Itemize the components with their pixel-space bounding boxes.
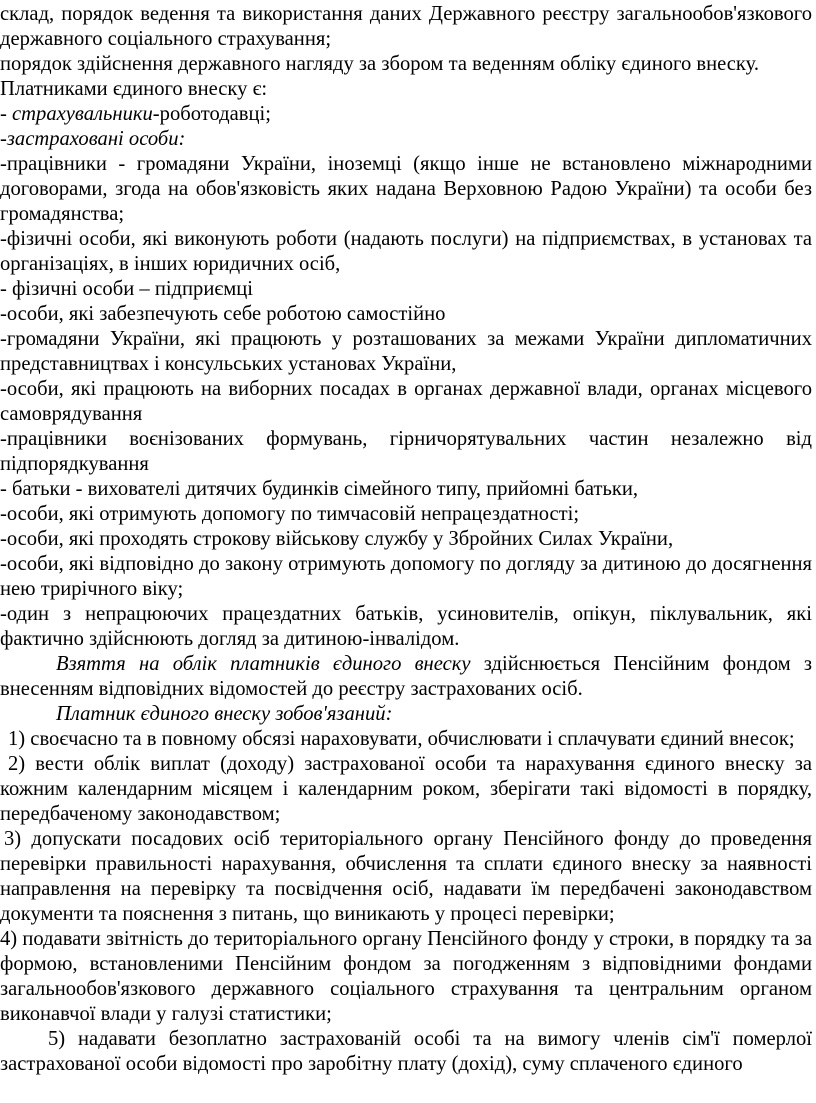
list-item-sick-leave: -особи, які отримують допомогу по тимчасовій непрацездатності; bbox=[0, 503, 580, 525]
dash: - bbox=[0, 128, 7, 150]
list-item-elected: -особи, які працюють на виборних посадах в органах державної влади, органах місцевого самоврядування bbox=[0, 378, 812, 425]
list-item-self-employed: -особи, які забезпечують себе роботою самостійно bbox=[0, 303, 446, 325]
obligation-1: 1) своєчасно та в повному обсязі нараховувати, обчислювати і сплачувати єдиний внесок; bbox=[8, 728, 795, 750]
list-item-disabled-child-care: -один з непрацюючих працездатних батьків, усиновителів, опікун, піклувальник, які фактично здійснюють догляд за дитиною-інвалідом. bbox=[0, 603, 812, 650]
term-insured: застраховані особи: bbox=[6, 128, 186, 150]
list-item-military: -особи, які проходять строкову військову службу у Збройних Силах України, bbox=[0, 528, 674, 550]
term-obligations: Платник єдиного внеску зобов'язаний: bbox=[56, 703, 393, 725]
paragraph-register: склад, порядок ведення та використання даних Державного реєстру загальнообов'язкового державного соціального страхування; bbox=[0, 3, 812, 50]
list-item-individuals: -фізичні особи, які виконують роботи (надають послуги) на підприємствах, в установах та організаціях, в інших юридичних осіб, bbox=[0, 228, 812, 275]
paragraph-payers-heading: Платниками єдиного внеску є: bbox=[0, 78, 268, 100]
paragraph-supervision: порядок здійснення державного нагляду за збором та веденням обліку єдиного внеску. bbox=[0, 53, 760, 75]
obligation-3: 3) допускати посадових осіб територіального органу Пенсійного фонду до проведення перевірки правильності нарахування, обчислення та сплати єдиного внеску за наявності направлення на перевірку та посвідчення осіб, надавати їм передбачені законодавством документи та пояснення з питань, що виникають у процесі перевірки; bbox=[0, 828, 812, 925]
list-item-employers bbox=[0, 102, 812, 127]
dash: - bbox=[0, 103, 13, 125]
list-item-diplomatic: -громадяни України, які працюють у розташованих за межами України дипломатичних представництвах і консульських установах України, bbox=[0, 328, 812, 375]
paragraph-obligations-heading bbox=[0, 702, 812, 727]
list-item-workers: -працівники - громадяни України, іноземці (якщо інше не встановлено міжнародними договорами, згода на обов'язковість яких надана Верховною Радою України) та особи без громадянства; bbox=[0, 153, 812, 225]
list-item-entrepreneurs: - фізичні особи – підприємці bbox=[0, 278, 253, 300]
list-item-insured bbox=[0, 127, 812, 152]
obligation-2: 2) вести облік виплат (доходу) застрахованої особи та нарахування єдиного внеску за кожним календарним місяцем і календарним роком, зберігати такі відомості в порядку, передбаченому законодавством; bbox=[0, 753, 812, 825]
list-item-childcare: -особи, які відповідно до закону отримують допомогу по догляду за дитиною до досягнення нею трирічного віку; bbox=[0, 553, 812, 600]
paragraph-registration bbox=[0, 652, 812, 702]
obligation-5: 5) надавати безоплатно застрахованій особі та на вимогу членів сім'ї померлої застрахованої особи відомості про заробітну плату (дохід), суму сплаченого єдиного bbox=[0, 1028, 812, 1075]
list-item-foster-parents: - батьки - вихователі дитячих будинків сімейного типу, прийомні батьки, bbox=[0, 478, 639, 500]
term-employers: страхувальники bbox=[12, 103, 153, 125]
registration-text: здійснюється Пенсійним фондом з внесенням відповідних відомостей до реєстру застрахованих осіб. bbox=[0, 653, 812, 700]
term-registration: Взяття на облік платників єдиного внеску bbox=[56, 653, 471, 675]
obligation-4: 4) подавати звітність до територіального органу Пенсійного фонду у строки, в порядку та за формою, встановленими Пенсійним фондом за погодженням з відповідними фондами загальнообов'язкового державного соціального страхування та центральним органом виконавчої влади у галузі статистики; bbox=[0, 928, 812, 1025]
list-item-paramilitary: -працівники воєнізованих формувань, гірничорятувальних частин незалежно від підпорядкування bbox=[0, 428, 812, 475]
term-suffix: -роботодавці; bbox=[152, 103, 271, 125]
